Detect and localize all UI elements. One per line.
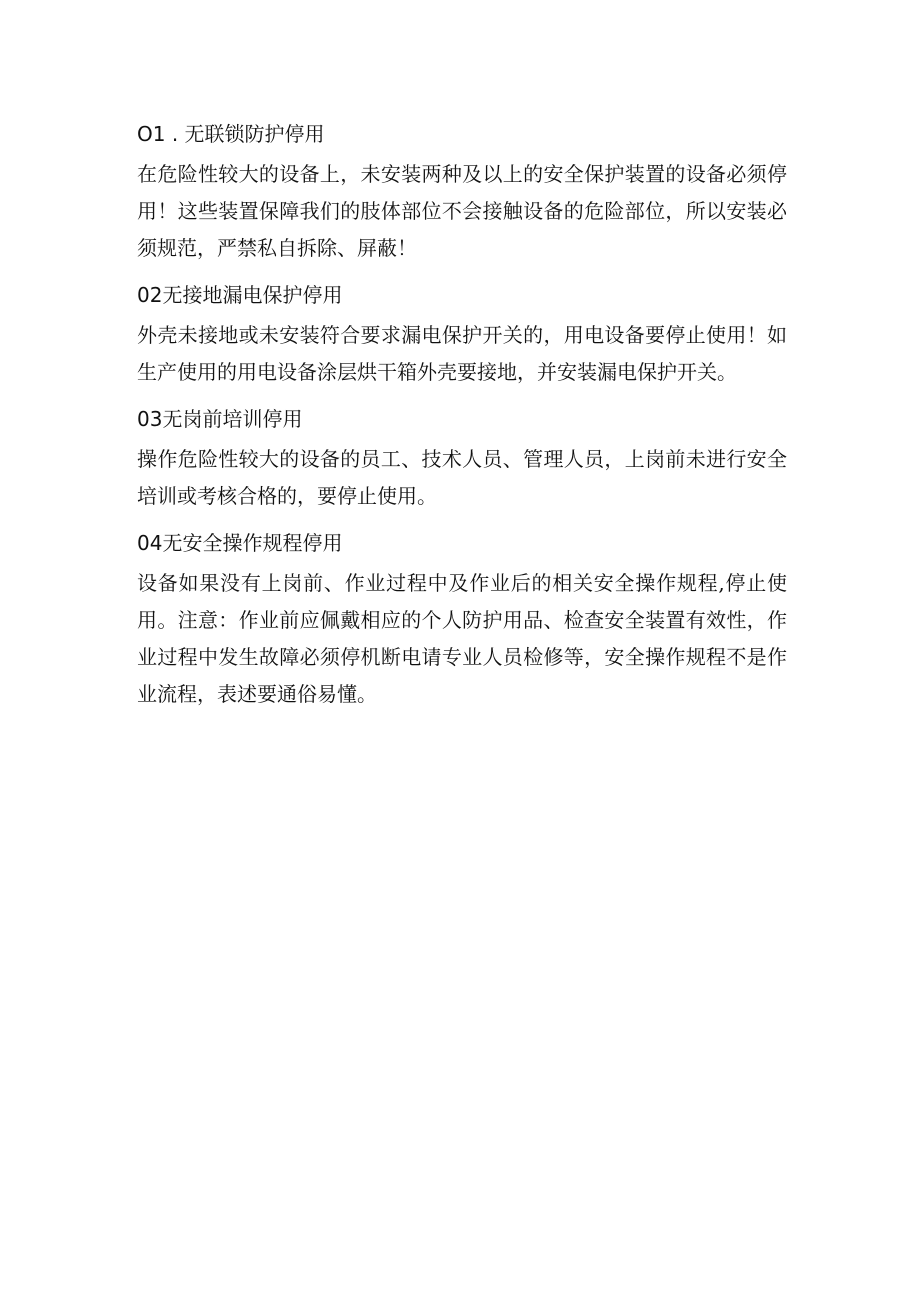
section-body: 设备如果没有上岗前、作业过程中及作业后的相关安全操作规程,停止使用。注意：作业前应佩戴相应的个人防护用品、检查安全装置有效性，作业过程中发生故障必须停机断电请专业人员检修等，安全操作规程不是作业流程，表述要通俗易懂。 — [137, 571, 787, 706]
section-3 — [137, 403, 787, 515]
section-2 — [137, 279, 787, 391]
section-4 — [137, 527, 787, 713]
section-body: 操作危险性较大的设备的员工、技术人员、管理人员，上岗前未进行安全培训或考核合格的，要停止使用。 — [137, 447, 787, 508]
section-heading: 03无岗前培训停用 — [137, 407, 303, 431]
section-body: 在危险性较大的设备上，未安装两种及以上的安全保护装置的设备必须停用！这些装置保障我们的肢体部位不会接触设备的危险部位，所以安装必须规范，严禁私自拆除、屏蔽！ — [137, 162, 787, 260]
document-content — [137, 118, 787, 725]
section-heading: 04无安全操作规程停用 — [137, 531, 343, 555]
section-1 — [137, 118, 787, 267]
section-heading: O1 . 无联锁防护停用 — [137, 122, 325, 146]
section-heading: 02无接地漏电保护停用 — [137, 283, 343, 307]
section-body: 外壳未接地或未安装符合要求漏电保护开关的，用电设备要停止使用！如生产使用的用电设备涂层烘干箱外壳要接地，并安装漏电保护开关。 — [137, 323, 787, 384]
